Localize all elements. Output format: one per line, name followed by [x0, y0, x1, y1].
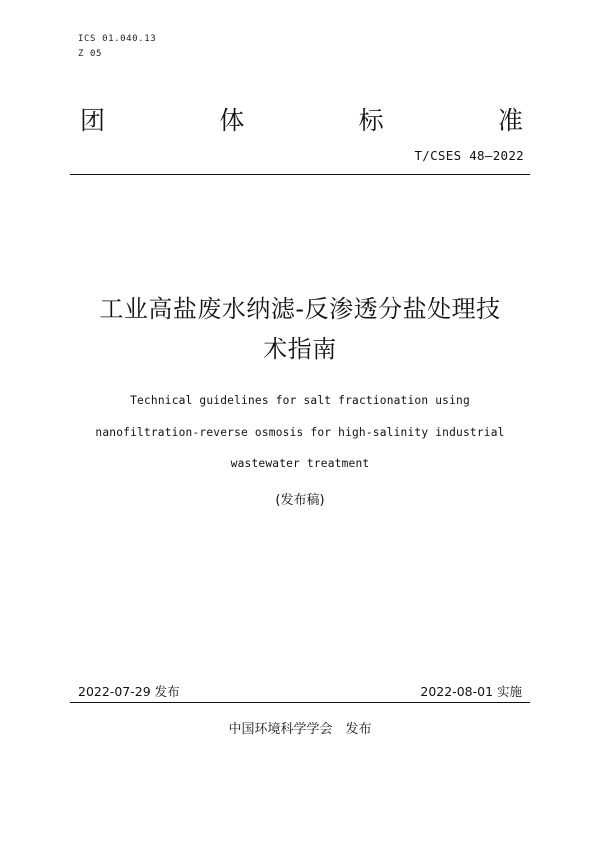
standard-type-char: 团: [80, 106, 106, 135]
ccs-code: Z 05: [78, 49, 103, 59]
publish-date: 2022-07-29 发布: [78, 684, 180, 699]
standard-type-heading: [80, 101, 523, 137]
chinese-title: [60, 289, 540, 369]
english-title-line: nanofiltration-reverse osmosis for high-salinity industrial: [95, 426, 505, 439]
top-divider: [70, 174, 530, 175]
standard-number: T/CSES 48—2022: [414, 148, 524, 163]
ics-code: ICS 01.040.13: [78, 34, 157, 44]
chinese-title-line: 术指南: [263, 335, 337, 363]
implement-date: 2022-08-01 实施: [420, 684, 522, 699]
draft-status: (发布稿): [275, 493, 325, 508]
standard-type-char: 准: [497, 106, 523, 135]
bottom-divider: [70, 702, 530, 703]
standard-type-char: 体: [219, 106, 245, 135]
standard-type-char: 标: [358, 106, 384, 135]
chinese-title-line: 工业高盐废水纳滤-反渗透分盐处理技: [99, 295, 501, 323]
english-title-line: Technical guidelines for salt fractionation using: [130, 394, 470, 407]
english-title-line: wastewater treatment: [230, 457, 370, 470]
publisher-line: 中国环境科学学会 发布: [228, 722, 372, 737]
